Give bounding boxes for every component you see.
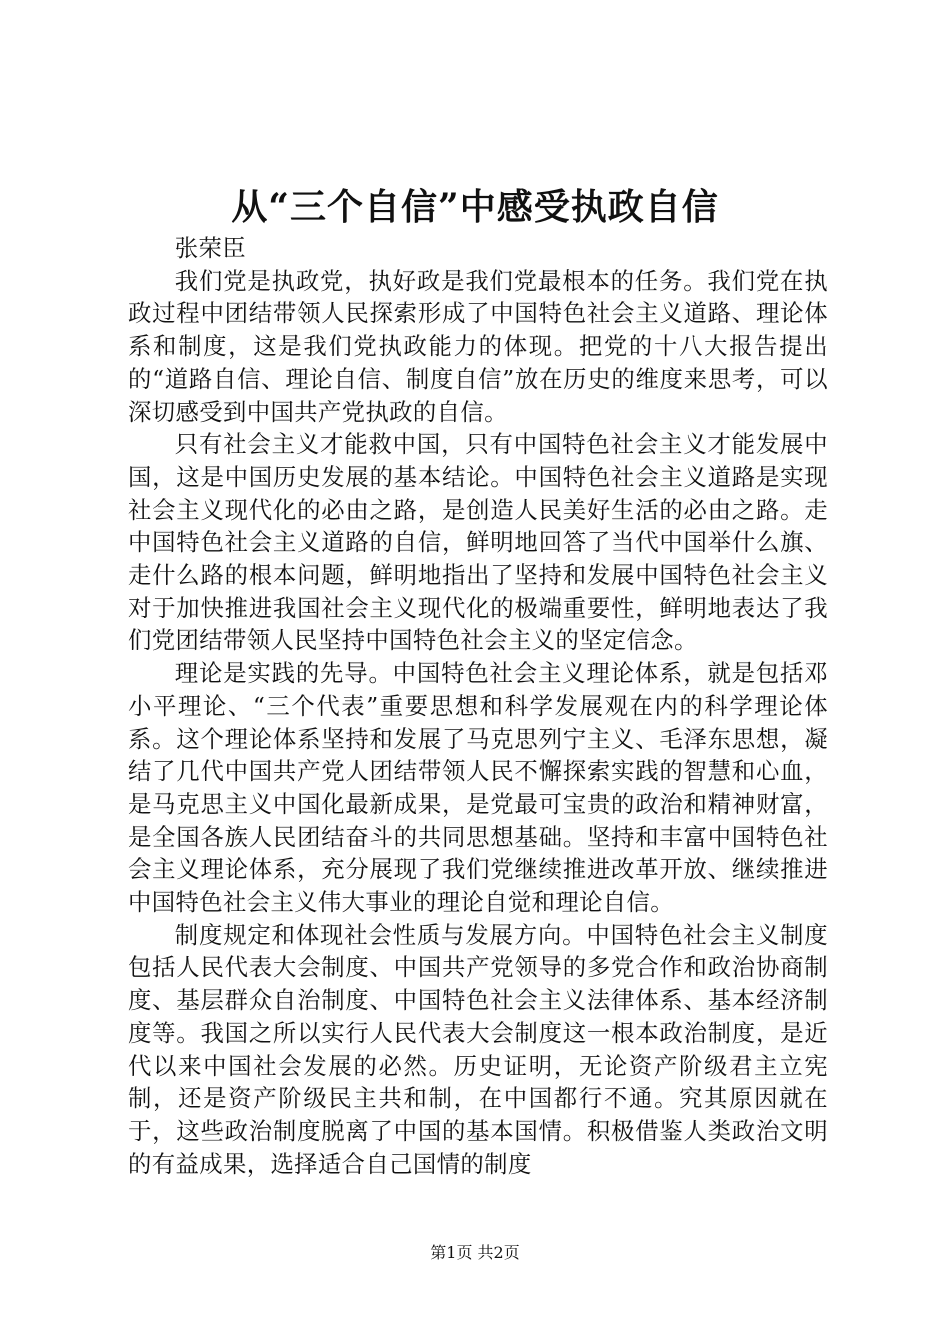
document-body <box>128 232 828 1180</box>
page-number-footer: 第1页 共2页 <box>430 1243 520 1262</box>
paragraph-3: 理论是实践的先导。中国特色社会主义理论体系，就是包括邓小平理论、“三个代表”重要思想和科学发展观在内的科学理论体系。这个理论体系坚持和发展了马克思列宁主义、毛泽东思想，凝结了几代中国共产党人团结带领人民不懈探索实践的智慧和心血，是马克思主义中国化最新成果，是党最可宝贵的政治和精神财富，是全国各族人民团结奋斗的共同思想基础。坚持和丰富中国特色社会主义理论体系，充分展现了我们党继续推进改革开放、继续推进中国特色社会主义伟大事业的理论自觉和理论自信。 <box>128 659 828 917</box>
paragraph-1: 我们党是执政党，执好政是我们党最根本的任务。我们党在执政过程中团结带领人民探索形成了中国特色社会主义道路、理论体系和制度，这是我们党执政能力的体现。把党的十八大报告提出的“道路自信、理论自信、制度自信”放在历史的维度来思考，可以深切感受到中国共产党执政的自信。 <box>128 266 828 426</box>
document-title: 从“三个自信”中感受执政自信 <box>231 186 719 228</box>
paragraph-2: 只有社会主义才能救中国，只有中国特色社会主义才能发展中国，这是中国历史发展的基本结论。中国特色社会主义道路是实现社会主义现代化的必由之路，是创造人民美好生活的必由之路。走中国特色社会主义道路的自信，鲜明地回答了当代中国举什么旗、走什么路的根本问题，鲜明地指出了坚持和发展中国特色社会主义对于加快推进我国社会主义现代化的极端重要性，鲜明地表达了我们党团结带领人民坚持中国特色社会主义的坚定信念。 <box>128 430 828 655</box>
author-name: 张荣臣 <box>174 234 247 262</box>
paragraph-4: 制度规定和体现社会性质与发展方向。中国特色社会主义制度包括人民代表大会制度、中国共产党领导的多党合作和政治协商制度、基层群众自治制度、中国特色社会主义法律体系、基本经济制度等。我国之所以实行人民代表大会制度这一根本政治制度，是近代以来中国社会发展的必然。历史证明，无论资产阶级君主立宪制，还是资产阶级民主共和制，在中国都行不通。究其原因就在于，这些政治制度脱离了中国的基本国情。积极借鉴人类政治文明的有益成果，选择适合自己国情的制度 <box>128 920 828 1178</box>
